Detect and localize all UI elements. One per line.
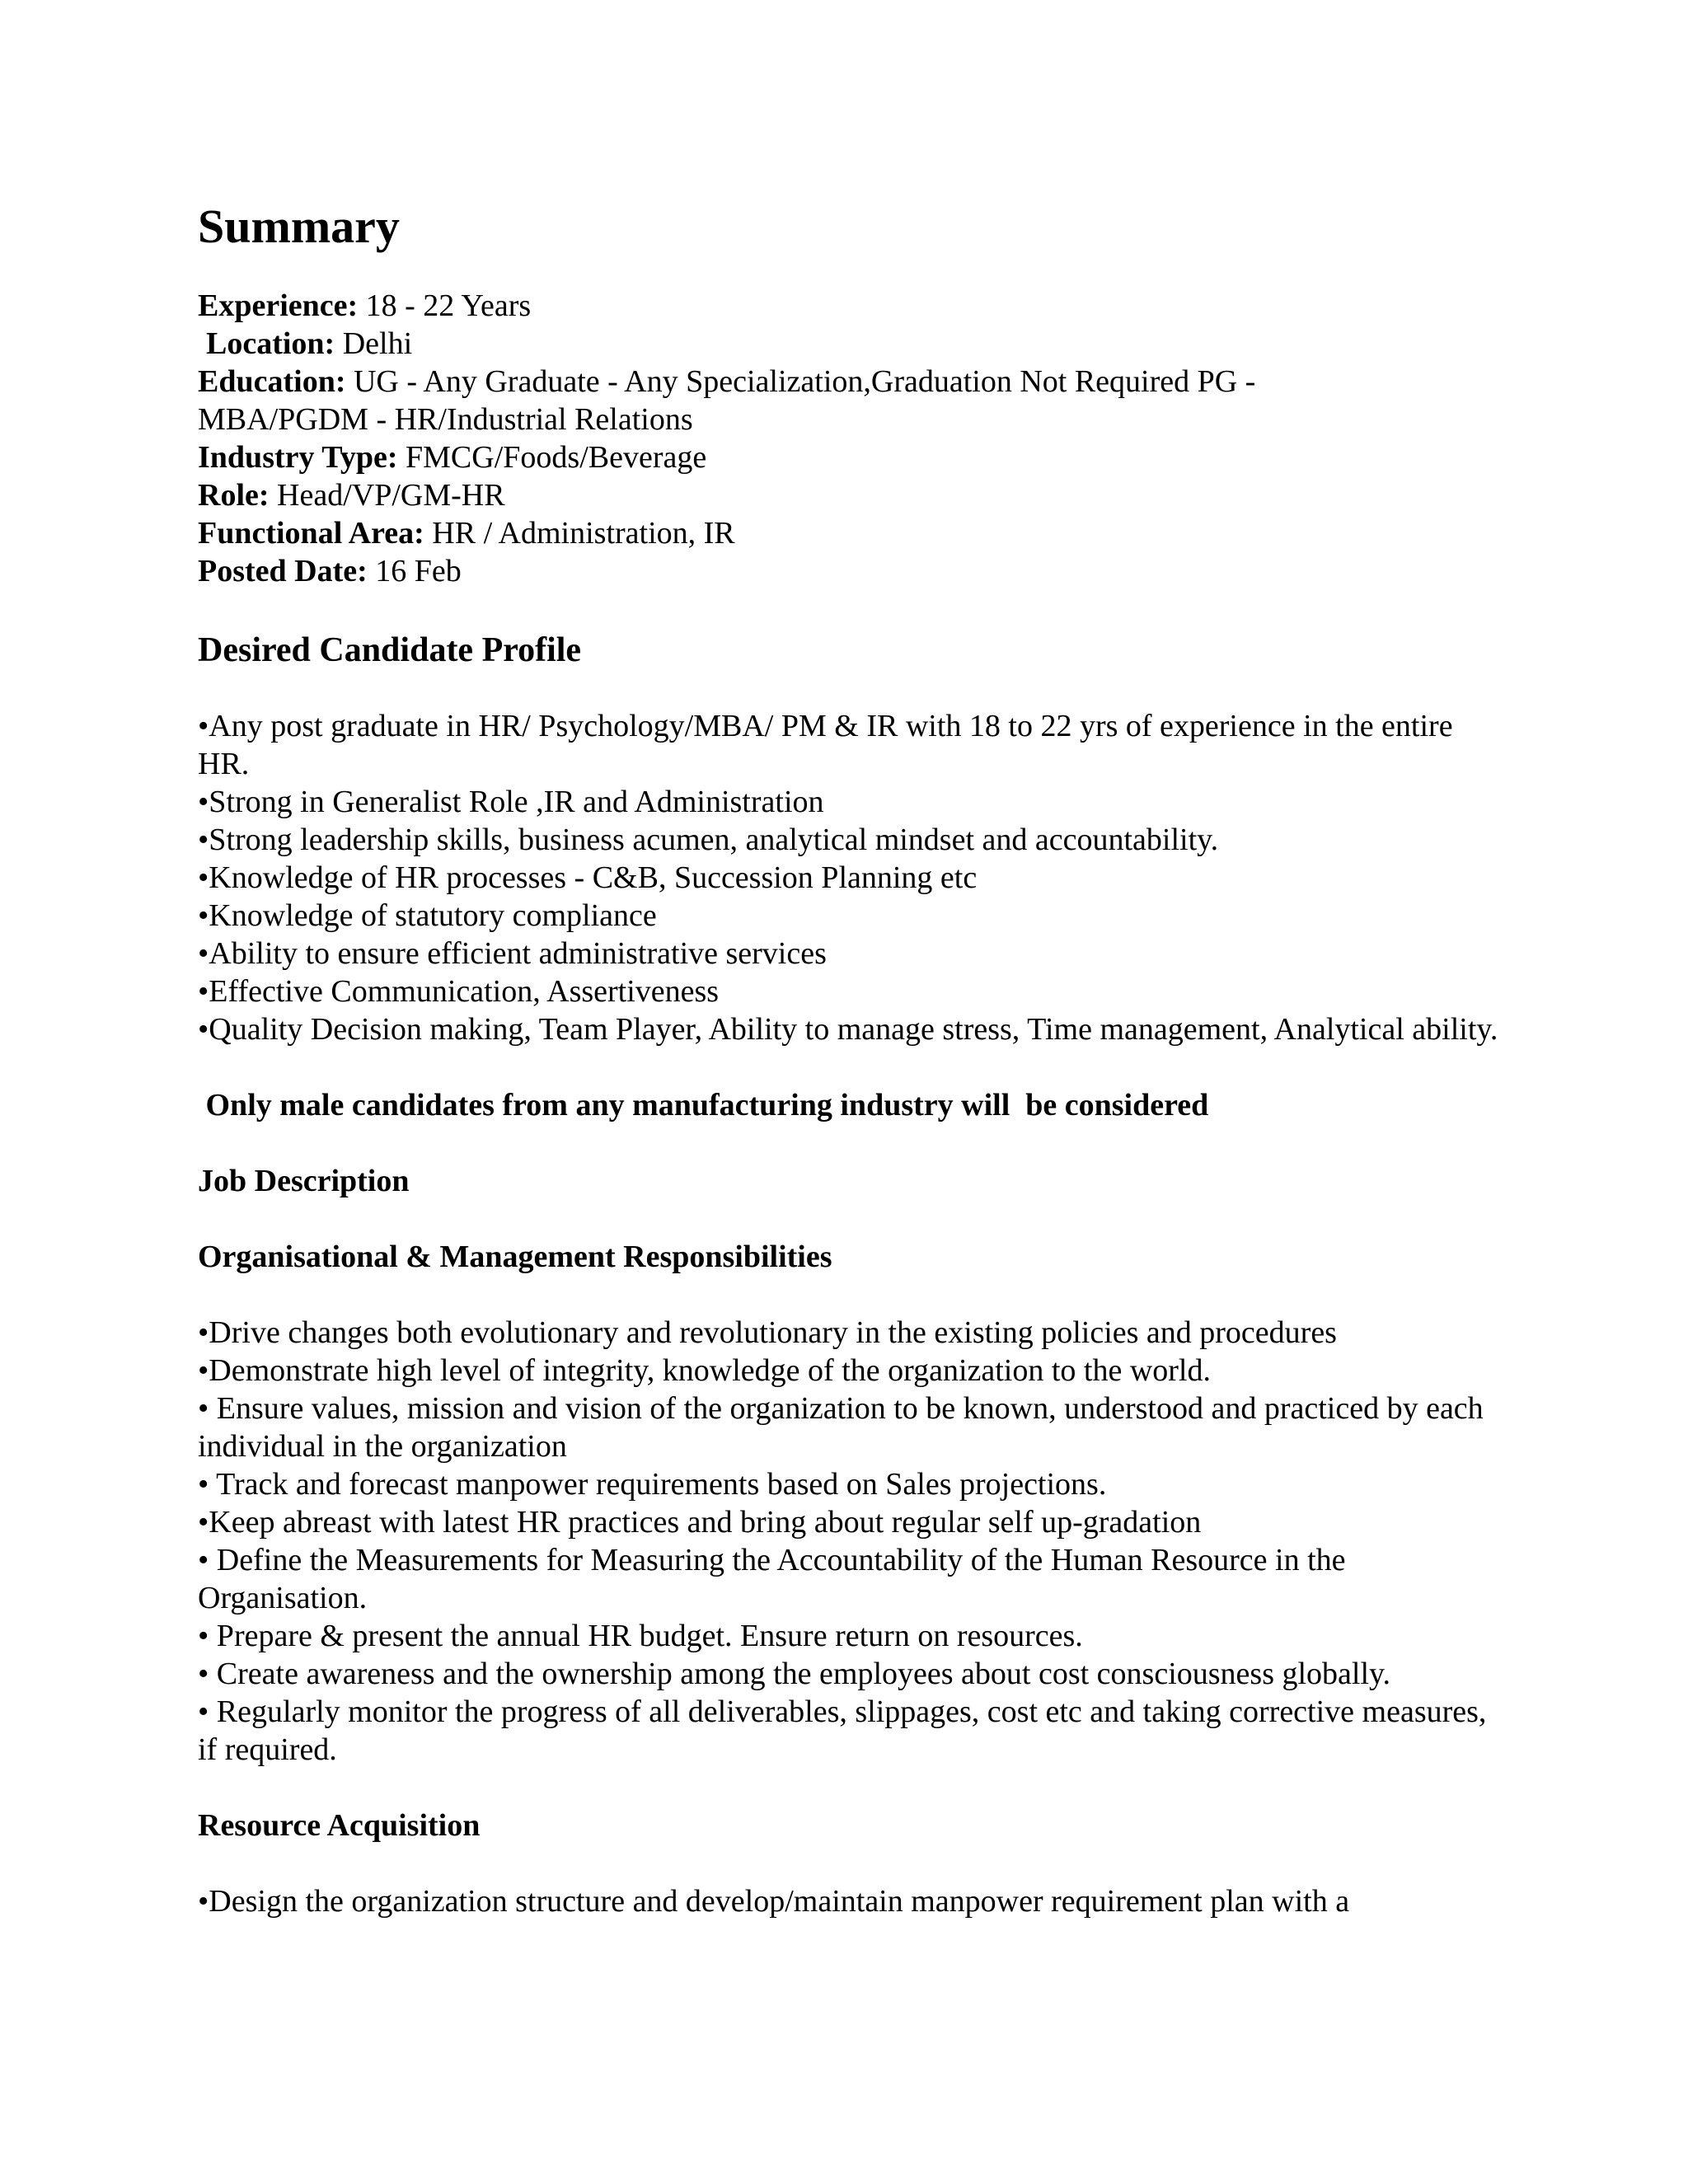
profile-heading: Desired Candidate Profile (198, 631, 582, 669)
male-candidates-notice: Only male candidates from any manufacturing industry will be considered (198, 1088, 1209, 1122)
list-item: •Strong in Generalist Role ,IR and Administration (198, 785, 824, 819)
page-title: Summary (198, 199, 400, 253)
summary-education: Education: UG - Any Graduate - Any Specialization,Graduation Not Required PG - (198, 364, 1256, 399)
list-item: • Define the Measurements for Measuring the Accountability of the Human Resource in the Organisation. (198, 1543, 1346, 1615)
summary-posted-date: Posted Date: 16 Feb (198, 554, 462, 588)
profile-list (198, 707, 1500, 1048)
summary-industry-type: Industry Type: FMCG/Foods/Beverage (198, 440, 707, 475)
list-item: •Ability to ensure efficient administrative services (198, 936, 827, 971)
document-page (198, 198, 1500, 1920)
summary-role: Role: Head/VP/GM-HR (198, 478, 505, 513)
org-responsibilities-heading: Organisational & Management Responsibilities (198, 1240, 832, 1274)
summary-functional-area: Functional Area: HR / Administration, IR (198, 516, 735, 551)
list-item: •Any post graduate in HR/ Psychology/MBA/ PM & IR with 18 to 22 yrs of experience in the entire HR. (198, 709, 1453, 781)
list-item: •Strong leadership skills, business acumen, analytical mindset and accountability. (198, 823, 1219, 857)
list-item: • Regularly monitor the progress of all deliverables, slippages, cost etc and taking corrective measures, if required. (198, 1694, 1487, 1767)
summary-location: Location: Delhi (206, 326, 413, 361)
list-item: •Effective Communication, Assertiveness (198, 974, 720, 1009)
resource-acquisition-list (198, 1882, 1500, 1920)
list-item: • Track and forecast manpower requirements based on Sales projections. (198, 1467, 1107, 1502)
list-item: • Create awareness and the ownership among the employees about cost consciousness globally. (198, 1657, 1391, 1691)
list-item: •Demonstrate high level of integrity, knowledge of the organization to the world. (198, 1353, 1211, 1388)
list-item: •Quality Decision making, Team Player, Ability to manage stress, Time management, Analytical ability. (198, 1012, 1498, 1047)
job-description-heading: Job Description (198, 1164, 410, 1198)
list-item: •Design the organization structure and develop/maintain manpower requirement plan with a (198, 1884, 1350, 1919)
list-item: •Drive changes both evolutionary and revolutionary in the existing policies and procedures (198, 1315, 1337, 1350)
list-item: •Knowledge of statutory compliance (198, 898, 657, 933)
summary-education-cont: MBA/PGDM - HR/Industrial Relations (198, 402, 693, 437)
list-item: • Ensure values, mission and vision of the organization to be known, understood and practiced by each individual in the organization (198, 1391, 1484, 1464)
summary-experience: Experience: 18 - 22 Years (198, 288, 532, 323)
resource-acquisition-heading: Resource Acquisition (198, 1808, 481, 1843)
list-item: •Knowledge of HR processes - C&B, Succession Planning etc (198, 860, 978, 895)
org-responsibilities-list (198, 1314, 1500, 1769)
list-item: •Keep abreast with latest HR practices and bring about regular self up-gradation (198, 1505, 1202, 1540)
summary-section (198, 287, 1500, 590)
list-item: • Prepare & present the annual HR budget. Ensure return on resources. (198, 1619, 1083, 1653)
